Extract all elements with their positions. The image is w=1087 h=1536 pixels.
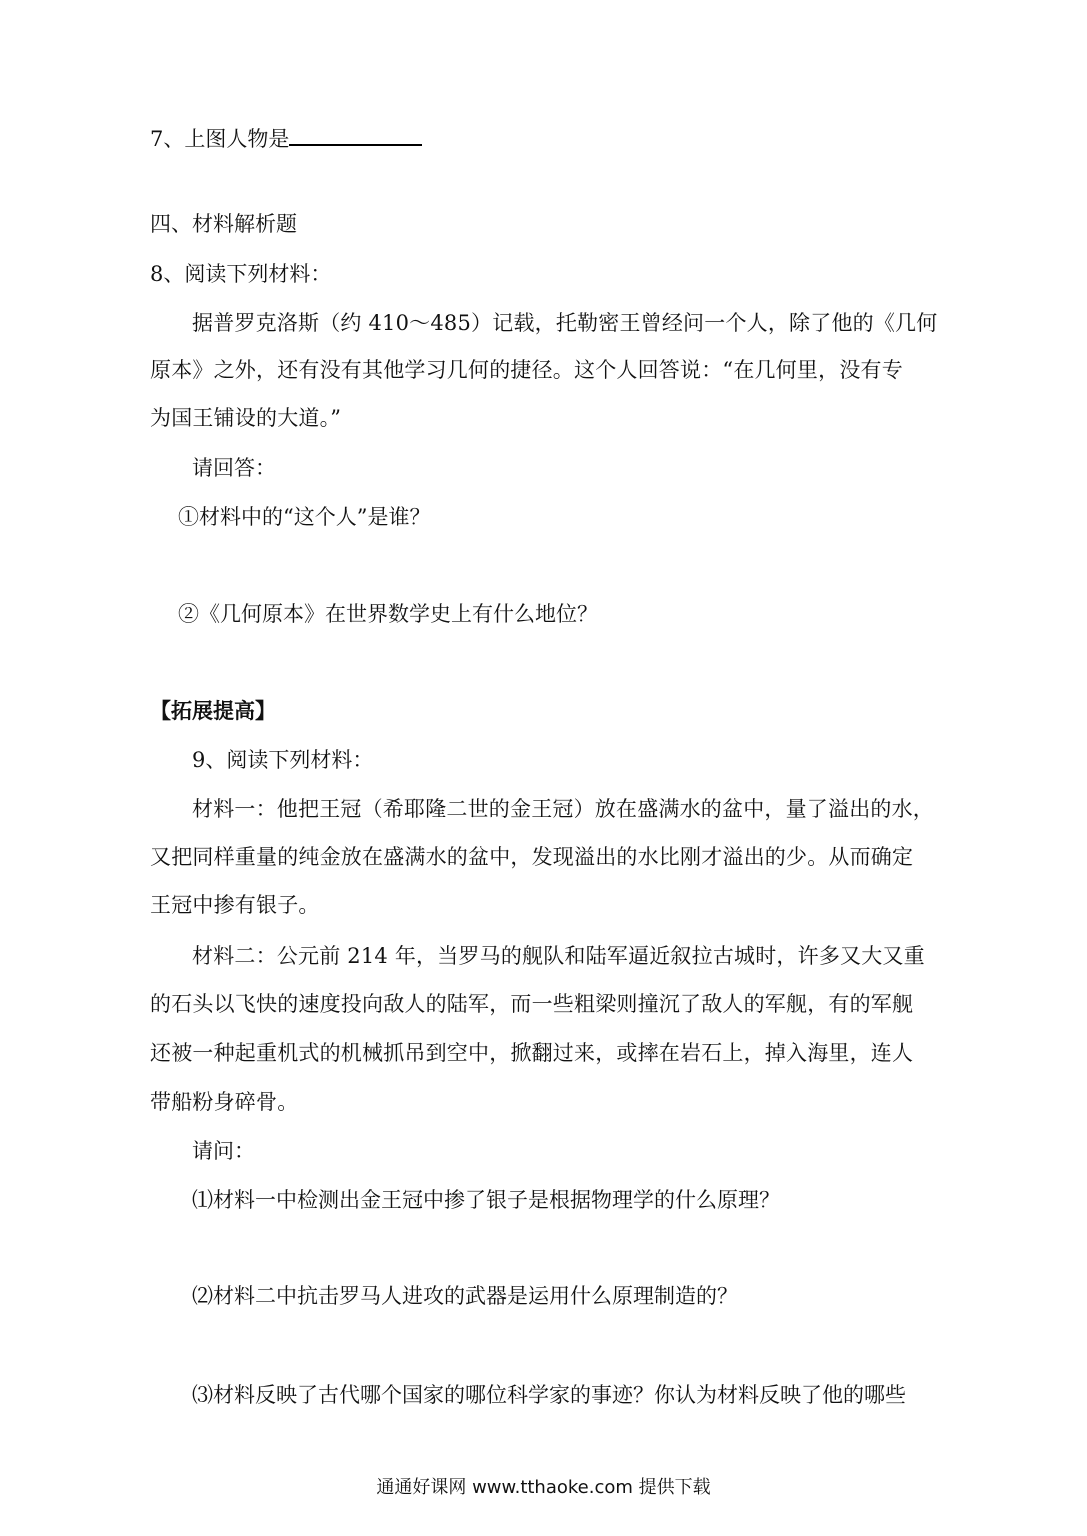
q9-sub-question-1: ⑴材料一中检测出金王冠中掺了银子是根据物理学的什么原理？: [192, 1188, 780, 1212]
q8-material-line-3: 为国王铺设的大道。”: [150, 406, 342, 430]
q8-material-line-1: 据普罗克洛斯（约 410～485）记载，托勒密王曾经问一个人，除了他的《几何: [192, 311, 938, 335]
q9-material2-line-2: 的石头以飞快的速度投向敌人的陆军，而一些粗梁则撞沉了敌人的军舰，有的军舰: [150, 992, 914, 1016]
page-footer: 通通好课网 www.tthaoke.com 提供下载: [376, 1477, 711, 1498]
q9-material2-line-4: 带船粉身碎骨。: [150, 1090, 299, 1114]
q8-material-line-2: 原本》之外，还有没有其他学习几何的捷径。这个人回答说：“在几何里，没有专: [150, 358, 903, 382]
q8-sub-question-2: ②《几何原本》在世界数学史上有什么地位？: [178, 602, 598, 626]
question-7: [150, 124, 422, 153]
q9-material2-line-1: 材料二：公元前 214 年，当罗马的舰队和陆军逼近叙拉古城时，许多又大又重: [192, 944, 925, 968]
q9-prompt: 请问：: [192, 1139, 255, 1163]
q9-material1-line-1: 材料一：他把王冠（希耶隆二世的金王冠）放在盛满水的盆中，量了溢出的水，: [192, 797, 934, 821]
q8-sub-question-1: ①材料中的“这个人”是谁？: [178, 505, 431, 529]
question-9-heading: 9、阅读下列材料：: [192, 748, 374, 772]
q9-sub-question-3: ⑶材料反映了古代哪个国家的哪位科学家的事迹？你认为材料反映了他的哪些: [192, 1383, 906, 1407]
q9-material2-line-3: 还被一种起重机式的机械抓吊到空中，掀翻过来，或摔在岩石上，掉入海里，连人: [150, 1041, 914, 1065]
q8-prompt: 请回答：: [192, 456, 276, 480]
q9-material1-line-3: 王冠中掺有银子。: [150, 893, 320, 917]
q9-material1-line-2: 又把同样重量的纯金放在盛满水的盆中，发现溢出的水比刚才溢出的少。从而确定: [150, 845, 914, 869]
question-7-text: 7、上图人物是: [150, 127, 290, 151]
extension-title: 【拓展提高】: [150, 698, 276, 723]
q9-sub-question-2: ⑵材料二中抗击罗马人进攻的武器是运用什么原理制造的？: [192, 1284, 738, 1308]
section-title: 四、材料解析题: [150, 212, 297, 236]
answer-blank[interactable]: [289, 124, 422, 146]
question-8-heading: 8、阅读下列材料：: [150, 262, 332, 286]
